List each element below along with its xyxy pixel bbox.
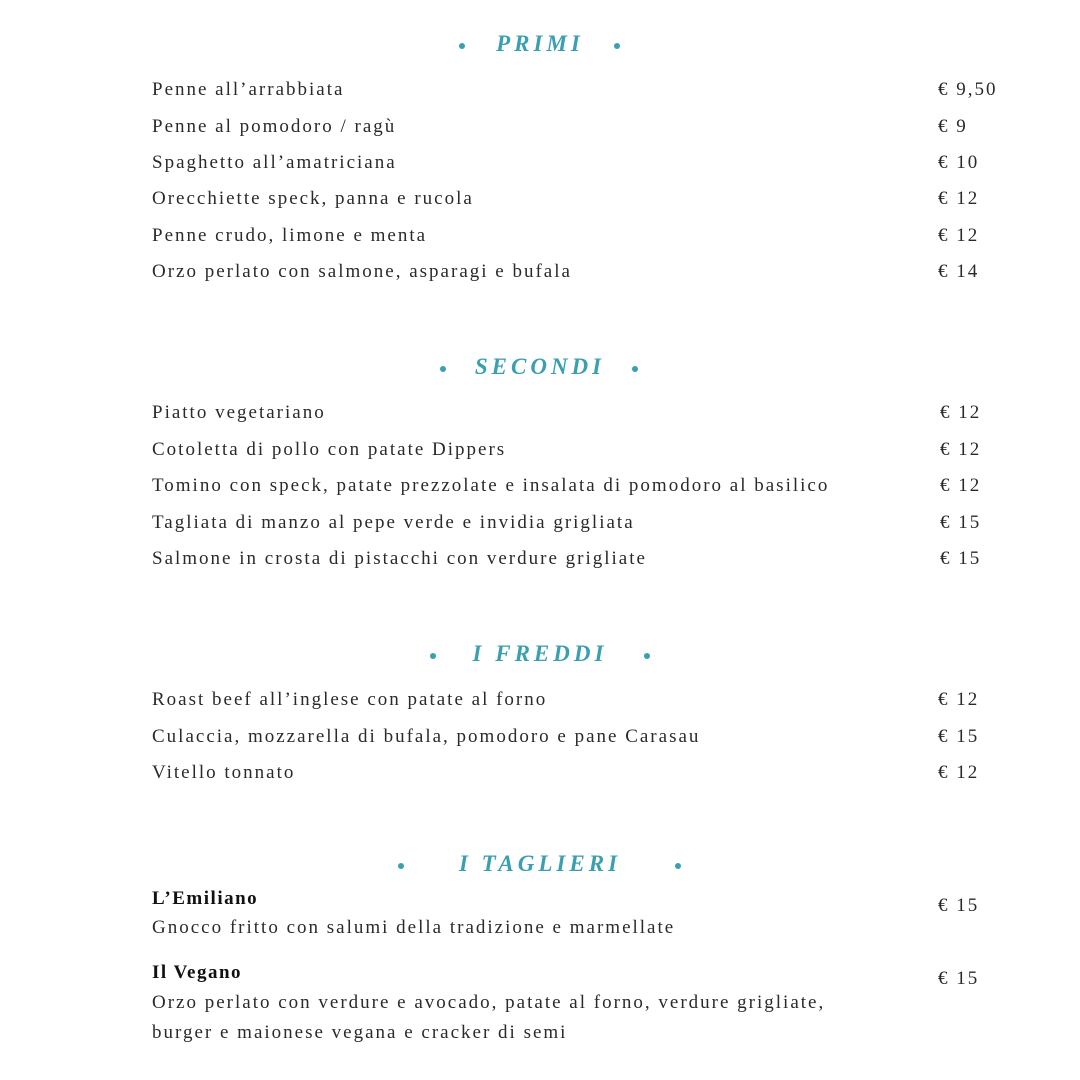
- menu-item-price: € 12: [940, 439, 982, 460]
- menu-item-name: Spaghetto all’amatriciana: [152, 152, 397, 173]
- menu-item-price: € 9: [938, 116, 968, 137]
- menu-item-name: Cotoletta di pollo con patate Dippers: [152, 439, 507, 460]
- menu-item-price: € 12: [940, 475, 982, 496]
- menu-item-name: Orecchiette speck, panna e rucola: [152, 188, 474, 209]
- menu-item-name: L’Emiliano: [152, 888, 259, 909]
- menu-item-name: Culaccia, mozzarella di bufala, pomodoro e pane Carasau: [152, 726, 701, 747]
- bullet-dot-icon: [440, 366, 446, 372]
- menu-item-description: Orzo perlato con verdure e avocado, patate al forno, verdure grigliate,: [152, 992, 826, 1013]
- section-heading: I FREDDI: [472, 641, 608, 666]
- menu-item-price: € 15: [938, 968, 980, 989]
- menu-item-price: € 12: [938, 762, 980, 783]
- menu-item-name: Salmone in crosta di pistacchi con verdure grigliate: [152, 548, 647, 569]
- menu-item-name: Vitello tonnato: [152, 762, 296, 783]
- menu-item-price: € 12: [938, 689, 980, 710]
- menu-item-name: Roast beef all’inglese con patate al forno: [152, 689, 548, 710]
- menu-item-description: burger e maionese vegana e cracker di semi: [152, 1022, 568, 1043]
- bullet-dot-icon: [614, 43, 620, 49]
- menu-item-name: Piatto vegetariano: [152, 402, 326, 423]
- menu-item-name: Orzo perlato con salmone, asparagi e bufala: [152, 261, 572, 282]
- menu-item-price: € 15: [940, 548, 982, 569]
- section-heading: I TAGLIERI: [458, 851, 622, 876]
- bullet-dot-icon: [430, 653, 436, 659]
- bullet-dot-icon: [398, 863, 404, 869]
- bullet-dot-icon: [632, 366, 638, 372]
- menu-item-price: € 9,50: [938, 79, 998, 100]
- menu-item-price: € 15: [938, 726, 980, 747]
- menu-item-price: € 14: [938, 261, 980, 282]
- menu-item-price: € 10: [938, 152, 980, 173]
- menu-item-price: € 15: [938, 895, 980, 916]
- bullet-dot-icon: [675, 863, 681, 869]
- menu-item-description: Gnocco fritto con salumi della tradizione e marmellate: [152, 917, 676, 938]
- section-heading: PRIMI: [496, 31, 584, 56]
- menu-item-name: Penne all’arrabbiata: [152, 79, 345, 100]
- bullet-dot-icon: [644, 653, 650, 659]
- menu-item-price: € 12: [938, 225, 980, 246]
- menu-item-price: € 12: [938, 188, 980, 209]
- menu-item-price: € 15: [940, 512, 982, 533]
- menu-item-name: Il Vegano: [152, 962, 243, 983]
- bullet-dot-icon: [459, 43, 465, 49]
- menu-item-name: Tomino con speck, patate prezzolate e insalata di pomodoro al basilico: [152, 475, 830, 496]
- menu-item-name: Penne al pomodoro / ragù: [152, 116, 397, 137]
- menu-item-name: Penne crudo, limone e menta: [152, 225, 428, 246]
- menu-item-name: Tagliata di manzo al pepe verde e invidia grigliata: [152, 512, 635, 533]
- menu-item-price: € 12: [940, 402, 982, 423]
- section-heading: SECONDI: [474, 354, 606, 379]
